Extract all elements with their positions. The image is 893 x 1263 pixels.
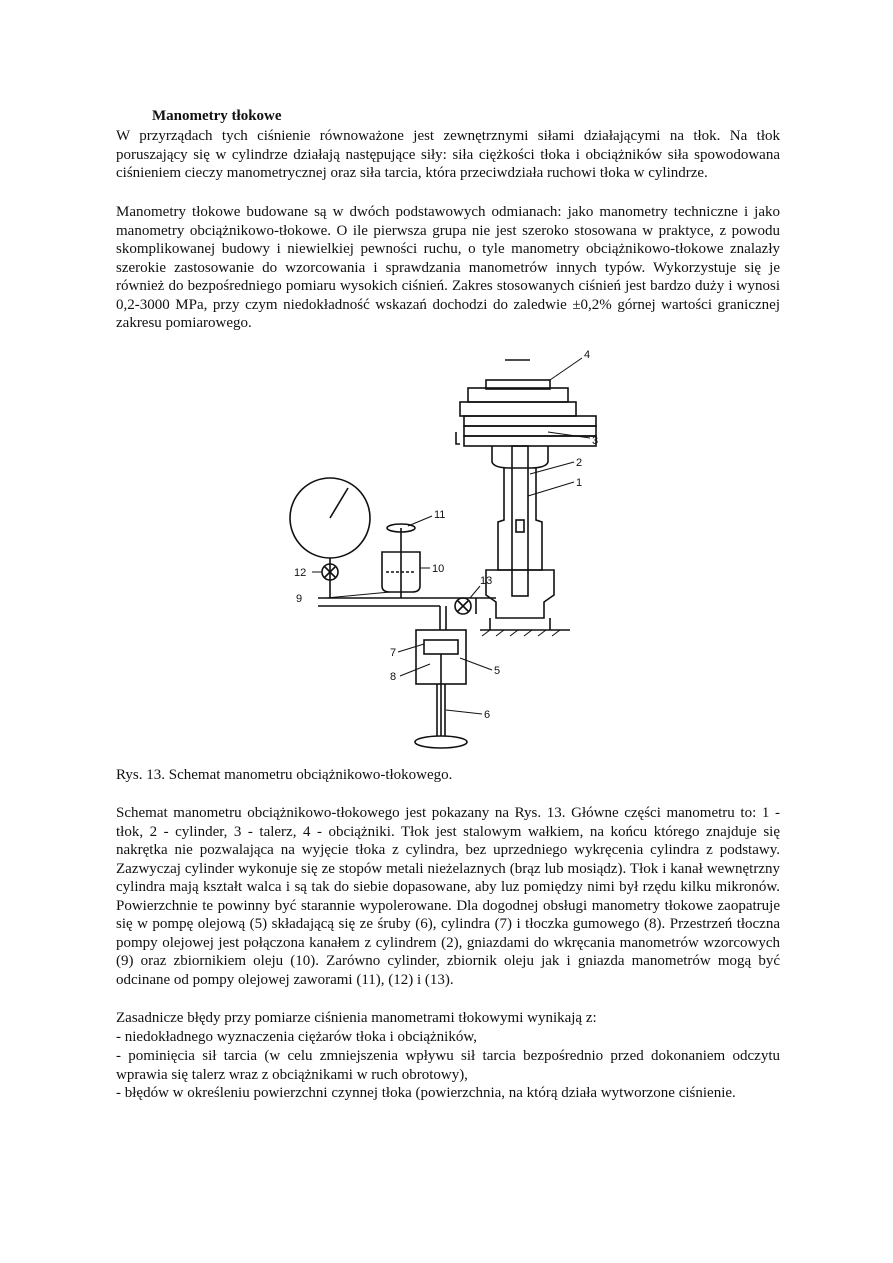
paragraph-intro: W przyrządach tych ciśnienie równoważone jest zewnętrznymi siłami działającymi na tłok. Na tłok poruszający się w cylindrze działają następujące siły: siła ciężkości tłoka i obciążników siła spowodowana ciśnieniem cieczy manometrycznej oraz siła tarcia, która przeciwdziała ruchowi tłoka w cylindrze. (116, 128, 780, 181)
list-item: - błędów w określeniu powierzchni czynnej tłoka (powierzchnia, na którą działa wytworzone ciśnienie. (116, 1085, 736, 1101)
schematic-drawing (260, 340, 640, 765)
pump-plunger (424, 640, 458, 654)
label-9: 9 (296, 593, 303, 605)
paragraph-description: Schemat manometru obciążnikowo-tłokowego jest pokazany na Rys. 13. Główne części manometru to: 1 - tłok, 2 - cylinder, 3 - talerz, 4 - obciążniki. Tłok jest stalowym wałkiem, na końcu którego znajduje się nakrętka nie pozwalająca na wyjęcie tłoka z cylindra, bez uprzedniego wykręcenia cylindra z podstawy. Zazwyczaj cylinder wykonuje się ze stopów metali nieżelaznych (brąz lub mosiądz). Tłok i kanał wewnętrzny cylindra mają kształt walca i są tak do siebie dopasowane, aby luz pomiędzy nimi był rzędu kilku mikronów. Powierzchnie te powinny być starannie wypolerowane. Dla dogodnej obsługi manometry tłokowe zaopatruje się w pompę olejową (5) składającą się ze śruby (6), cylindra (7) i tłoczka gumowego (8). Przestrzeń tłoczna pompy olejowej jest połączona kanałem z cylindrem (2), gniazdami do wkręcania manometrów wzorcowych (9) oraz zbiornikiem oleju (10). Zarówno cylinder, zbiornik oleju jak i gniazda manometrów mogą być odcinane od pompy olejowej zaworami (11), (12) i (13). (116, 805, 780, 988)
paragraph-types: Manometry tłokowe budowane są w dwóch podstawowych odmianach: jako manometry techniczne i jako manometry obciążnikowo-tłokowe. O ile pierwsza grupa nie jest szeroko stosowana w praktyce, z powodu skomplikowanej budowy i niewielkiej pewności ruchu, o tyle manometry obciążnikowo-tłokowe znalazły szerokie zastosowanie do wzorcowania i sprawdzania manometrów innych typów. Wykorzystuje się je również do bezpośredniego pomiaru wysokich ciśnień. Zakres stosowanych ciśnień jest bardzo duży i wynosi 0,2-3000 MPa, przy czym niedokładność wskazań dochodzi do zaledwie ±0,2% górnej wartości granicznej zakresu pomiarowego. (116, 204, 780, 331)
label-2: 2 (576, 457, 583, 469)
base (486, 570, 554, 618)
label-6: 6 (484, 709, 491, 721)
label-7: 7 (390, 647, 397, 659)
label-3: 3 (592, 435, 599, 447)
label-1: 1 (576, 477, 583, 489)
list-item: - pominięcia sił tarcia (w celu zmniejszenia wpływu sił tarcia bezpośrednio przed dokonaniem odczytu wprawia się talerz wraz z obciążnikami w ruch obrotowy), (116, 1048, 780, 1083)
label-5: 5 (494, 665, 501, 677)
label-8: 8 (390, 671, 397, 683)
cylinder (498, 468, 542, 570)
label-11: 11 (434, 509, 446, 521)
paragraph-errors-intro: Zasadnicze błędy przy pomiarze ciśnienia manometrami tłokowymi wynikają z: (116, 1010, 597, 1026)
label-10: 10 (432, 563, 445, 575)
figure-caption: Rys. 13. Schemat manometru obciążnikowo-tłokowego. (116, 767, 453, 783)
section-heading: Manometry tłokowe (152, 108, 282, 124)
pump-handwheel (415, 736, 467, 748)
weight-middle (460, 402, 576, 416)
label-13: 13 (480, 575, 493, 587)
label-4: 4 (584, 349, 591, 361)
figure-schematic (260, 340, 640, 765)
label-12: 12 (294, 567, 307, 579)
list-item: - niedokładnego wyznaczenia ciężarów tłoka i obciążników, (116, 1029, 477, 1045)
weight-top (468, 388, 568, 402)
plate (492, 446, 548, 468)
